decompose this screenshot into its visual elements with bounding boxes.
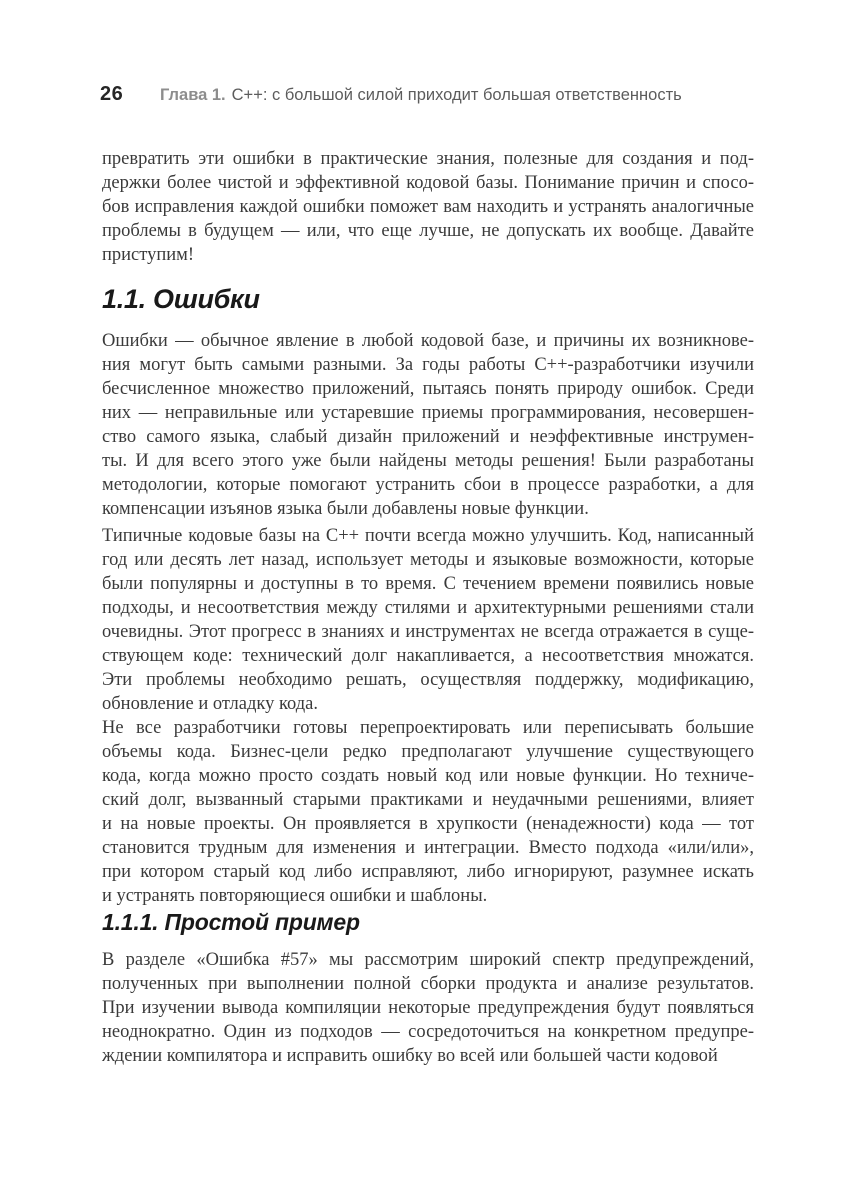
text-line: держки более чистой и эффективной кодовой базы. Понимание причин и спосо- [102,173,754,193]
text-line: ты. И для всего этого уже были найдены методы решения! Были разработаны [102,451,754,471]
paragraph-errors-causes [102,329,754,521]
text-line: ский долг, вызванный старыми практиками и неудачными решениями, влияет [102,790,754,810]
paragraph-intro [102,147,754,267]
text-line: компенсации изъянов языка были добавлены новые функции. [102,499,589,519]
text-line: ждении компилятора и исправить ошибку во всей или большей части кодовой [102,1046,718,1066]
text-line: очевидны. Этот прогресс в знаниях и инструментах не всегда отражается в суще- [102,622,754,642]
paragraph-simple-example [102,948,754,1068]
text-line: год или десять лет назад, использует методы и языковые возможности, которые [102,550,754,570]
paragraph-tech-debt [102,716,754,908]
text-line: и на новые проекты. Он проявляется в хрупкости (ненадежности) кода — тот [102,814,754,834]
text-line: Типичные кодовые базы на C++ почти всегда можно улучшить. Код, написанный [102,526,754,546]
text-line: при котором старый код либо исправляют, либо игнорируют, разумнее искать [102,862,754,882]
page-header [100,83,760,107]
text-line: бесчисленное множество приложений, пытаясь понять природу ошибок. Среди [102,379,754,399]
text-line: Ошибки — обычное явление в любой кодовой базе, и причины их возникнове- [102,331,754,351]
text-line: объемы кода. Бизнес-цели редко предполагают улучшение существующего [102,742,754,762]
text-line: были популярны и доступны в то время. С течением времени появились новые [102,574,754,594]
text-line: ство самого языка, слабый дизайн приложений и неэффективные инструмен- [102,427,754,447]
text-line: них — неправильные или устаревшие приемы программирования, несовершен- [102,403,754,423]
text-line: превратить эти ошибки в практические знания, полезные для создания и под- [102,149,754,169]
text-line: методологии, которые помогают устранить сбои в процессе разработки, а для [102,475,754,495]
text-line: В разделе «Ошибка #57» мы рассмотрим широкий спектр предупреждений, [102,950,754,970]
text-line: неоднократно. Один из подходов — сосредоточиться на конкретном предупре- [102,1022,754,1042]
text-line: ствующем коде: технический долг накапливается, а несоответствия множатся. [102,646,754,666]
text-line: подходы, и несоответствия между стилями и архитектурными решениями стали [102,598,754,618]
text-line: обновление и отладку кода. [102,694,319,714]
text-line: Эти проблемы необходимо решать, осуществляя поддержку, модификацию, [102,670,754,690]
text-line: ния могут быть самыми разными. За годы работы C++-разработчики изучили [102,355,754,375]
text-line: становится трудным для изменения и интеграции. Вместо подхода «или/или», [102,838,754,858]
text-line: приступим! [102,245,195,265]
text-line: кода, когда можно просто создать новый код или новые функции. Но техниче- [102,766,754,786]
text-line: полученных при выполнении полной сборки продукта и анализе результатов. [102,974,754,994]
text-line: бов исправления каждой ошибки поможет вам находить и устранять аналогичные [102,197,754,217]
page-number: 26 [100,83,124,105]
chapter-label: Глава 1. [160,86,226,104]
text-line: проблемы в будущем — или, что еще лучше, не допускать их вообще. Давайте [102,221,754,241]
paragraph-codebases [102,524,754,716]
running-head [160,86,682,105]
text-line: и устранять повторяющиеся ошибки и шаблоны. [102,886,488,906]
chapter-title: C++: с большой силой приходит большая ответственность [231,86,682,104]
section-heading-errors: 1.1. Ошибки [102,284,260,314]
subsection-heading-simple-example: 1.1.1. Простой пример [102,909,360,935]
text-line: Не все разработчики готовы перепроектировать или переписывать большие [102,718,754,738]
text-line: При изучении вывода компиляции некоторые предупреждения будут появляться [102,998,754,1018]
